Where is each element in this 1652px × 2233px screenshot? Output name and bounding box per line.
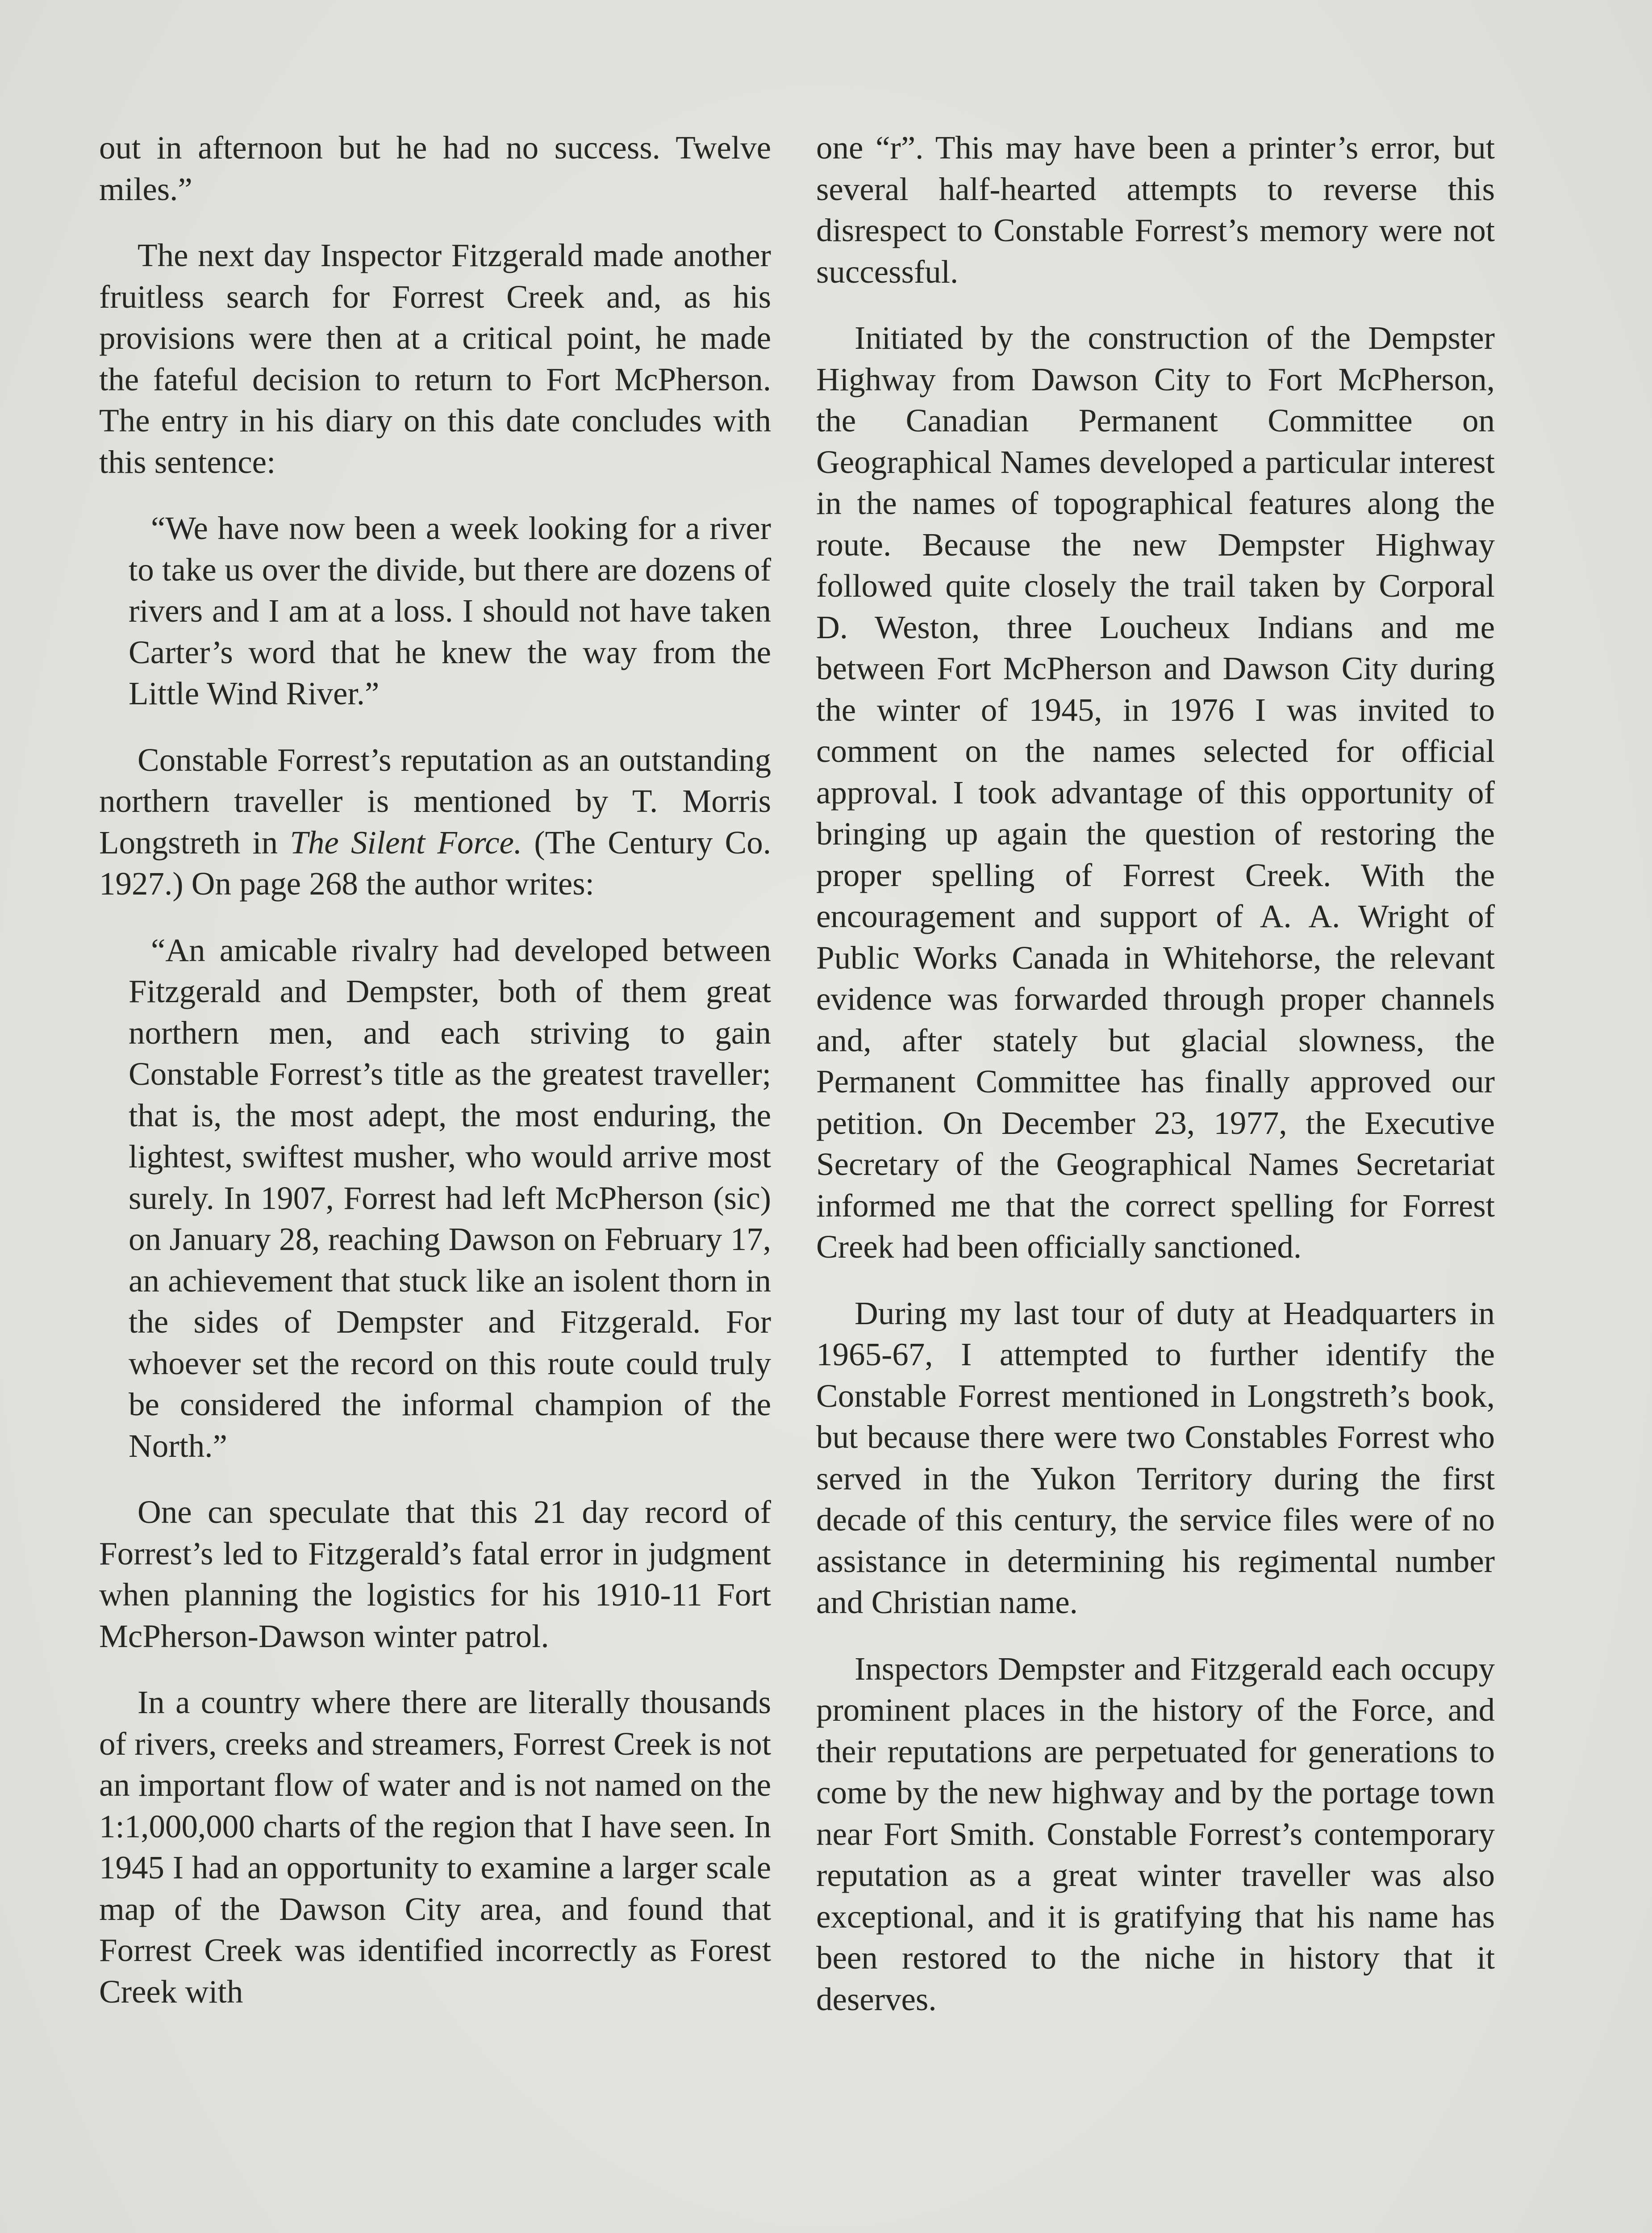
book-title: The Silent Force.	[290, 824, 522, 861]
block-quote: “An amicable rivalry had developed between Fitzgerald and Dempster, both of them great northern men, and each striving to gain Constable Forrest’s title as the greatest traveller; that is, the most adept, the most enduring, the lightest, swiftest musher, who would arrive most surely. In 1907, Forrest had left McPherson (sic) on January 28, reaching Dawson on February 17, an achievement that stuck like an isolent thorn in the sides of Dempster and Fitzgerald. For whoever set the record on this route could truly be considered the informal champion of the North.”	[129, 932, 771, 1464]
paragraph: In a country where there are literally thousands of rivers, creeks and streamers, Forrest Creek is not an important flow of water and is not named on the 1:1,000,000 charts of the region that I have seen. In 1945 I had an opportunity to examine a larger scale map of the Dawson City area, and found that Forrest Creek was identified incorrectly as Forest Creek with	[99, 1684, 771, 2010]
right-column	[816, 127, 1495, 2020]
paragraph: The next day Inspector Fitzgerald made another fruitless search for Forrest Creek and, as his provisions were then at a critical point, he made the fateful decision to return to Fort McPherson. The entry in his diary on this date concludes with this sentence:	[99, 237, 771, 480]
block-quote: “We have now been a week looking for a river to take us over the divide, but there are dozens of rivers and I am at a loss. I should not have taken Carter’s word that he knew the way from the Little Wind River.”	[129, 510, 771, 711]
paragraph: Initiated by the construction of the Dempster Highway from Dawson City to Fort McPherson, the Canadian Permanent Committee on Geographical Names developed a particular interest in the names of topographical features along the route. Because the new Dempster Highway followed quite closely the trail taken by Corporal D. Weston, three Loucheux Indians and me between Fort McPherson and Dawson City during the winter of 1945, in 1976 I was invited to comment on the names selected for official approval. I took advantage of this opportunity of bringing up again the question of restoring the proper spelling of Forrest Creek. With the encouragement and support of A. A. Wright of Public Works Canada in Whitehorse, the relevant evidence was forwarded through proper channels and, after stately but glacial slowness, the Permanent Committee has finally approved our petition. On December 23, 1977, the Executive Secretary of the Geographical Names Secretariat informed me that the correct spelling for Forrest Creek had been officially sanctioned.	[816, 320, 1495, 1265]
paragraph	[99, 740, 771, 905]
left-column	[99, 127, 771, 2012]
paragraph: out in afternoon but he had no success. Twelve miles.”	[99, 130, 771, 207]
paragraph: one “r”. This may have been a printer’s error, but several half-hearted attempts to reverse this disrespect to Constable Forrest’s memory were not successful.	[816, 130, 1495, 290]
paragraph: Inspectors Dempster and Fitzgerald each occupy prominent places in the history of the Force, and their reputations are perpetuated for generations to come by the new highway and by the portage town near Fort Smith. Constable Forrest’s contemporary reputation as a great winter traveller was also exceptional, and it is gratifying that his name has been restored to the niche in history that it deserves.	[816, 1650, 1495, 2017]
paragraph: One can speculate that this 21 day record of Forrest’s led to Fitzgerald’s fatal error in judgment when planning the logistics for his 1910-11 Fort McPherson-Dawson winter patrol.	[99, 1494, 771, 1654]
paragraph: During my last tour of duty at Headquarters in 1965-67, I attempted to further identify the Constable Forrest mentioned in Longstreth’s book, but because there were two Constables Forrest who served in the Yukon Territory during the first decade of this century, the service files were of no assistance in determining his regimental number and Christian name.	[816, 1295, 1495, 1620]
paragraph-text: Constable Forrest’s reputation as an outstanding northern traveller is mentioned by T. Morris Longstreth in	[99, 741, 771, 861]
paragraph-text: (The Century Co. 1927.) On page 268 the author writes:	[99, 824, 772, 902]
